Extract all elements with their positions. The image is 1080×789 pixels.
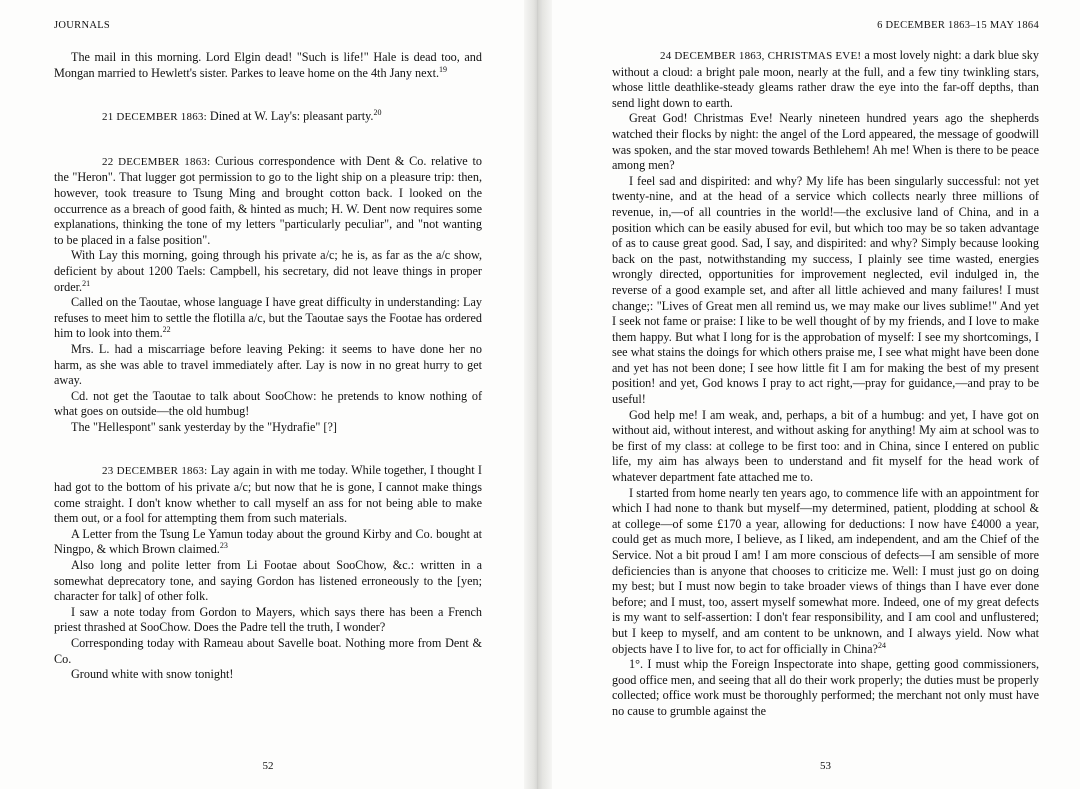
paragraph: A Letter from the Tsung Le Yamun today about the ground Kirby and Co. bought at Ningpo, & which Brown claimed.$^{23}$: [54, 526, 482, 557]
paragraph: I started from home nearly ten years ago, to commence life with an appointment for which I had none to thank but myself—my determined, patient, plodding at school & at college—of some £170 a year, allowing for deductions: I now have £4000 a year, could get as much more, I believe, as I liked, am independent, and am the Chief of the Service. Not a bit proud I am! I am more conscious of defects—I am sensible of more deficiencies than is anyone that chooses to criticize me. Well: I must just go on doing my best; but I must now begin to take broader views of things than I have ever done before; and I must, too, assert myself somewhat more. Indeed, one of my great defects is my want to self-assertion: I don't fear responsibility, and I am cool and unflustered; but I keep to myself, and am content to be unknown, and I always yield. Now what objects have I to live for, to act for officially in China?$^{24}$: [612, 485, 1039, 656]
journal-entry: 23 DECEMBER 1863: Lay again in with me today. While together, I thought I had got to the bottom of his private a/c; but now that he is gone, I cannot make things come straight. I don't know whether to call myself an ass for not being able to make them out, or a fool for attempting them from such materials.: [54, 463, 482, 526]
paragraph: Corresponding today with Rameau about Savelle boat. Nothing more from Dent & Co.: [54, 636, 482, 666]
paragraph: I feel sad and dispirited: and why? My life has been singularly successful: not yet twenty-nine, and at the head of a service which collects nearly three millions of revenue, in,—of all countries in the world!—the exclusive land of China, and in a position which can be easily abused for evil, but which too may be so taken advantage of as to cause great good. Sad, I say, and dispirited: and why? Simply because looking back on the past, notwithstanding my success, I plainly see time wasted, energies wrongly directed, opportunities for improvement neglected, evil indulged in, the reverse of a good example set, and after all little achieved and many failures! I must change;: "Lives of Great men all remind us, we may make our lives sublime!" And yet I seek not fame or praise: I like to be well thought of by my friends, and I love to make them happy. But what I long for is the approbation of myself: I see my shortcomings, I see what stains the doings for which others praise me, I see what might have been done and yet has not been done; I see how little fit I am for making the best of my present position! and yet, God knows I pray to act right,—pray for guidance,—and pray to be useful!: [612, 173, 1039, 407]
right-page: [612, 0, 1039, 789]
paragraph: 1°. I must whip the Foreign Inspectorate into shape, getting good commissioners, good office men, and seeing that all do their work properly; the duties must be properly collected; office work must be thoroughly performed; the merchant not only must have no cause to grumble against the: [612, 657, 1039, 718]
left-page-body: [54, 50, 482, 683]
book-gutter: [524, 0, 552, 789]
paragraph: With Lay this morning, going through his private a/c; he is, as far as the a/c show, deficient by about 1200 Taels: Campbell, his secretary, did not leave things in proper order.$^{21}$: [54, 248, 482, 294]
paragraph: Great God! Christmas Eve! Nearly nineteen hundred years ago the shepherds watched their flocks by night: the angel of the Lord appeared, the message of goodwill was spoken, and the star moved towards Bethlehem! Ah me! When is there to be peace among men?: [612, 111, 1039, 173]
paragraph: Mrs. L. had a miscarriage before leaving Peking: it seems to have done her no harm, as she was able to travel immediately after. Lay is now in no great hurry to get away.: [54, 341, 482, 388]
left-running-head: JOURNALS: [54, 20, 111, 31]
entry-date: 21 DECEMBER 1863:: [102, 111, 207, 124]
paragraph: God help me! I am weak, and, perhaps, a bit of a humbug: and yet, I have got on without aid, without interest, and without asking for anything! My aim at school was to be first of my class: at college to be first too: and in China, since I entered on public life, my aim has always been to understand and fit myself for the head work of whatever department fate attached me to.: [612, 407, 1039, 485]
paragraph: The "Hellespont" sank yesterday by the "Hydrafie" [?]: [71, 419, 337, 434]
right-running-head: 6 DECEMBER 1863–15 MAY 1864: [877, 20, 1039, 31]
paragraph: Also long and polite letter from Li Footae about SooChow, &c.: written in a somewhat deprecatory tone, and saying Gordon has listened erroneously to the [yen; character for talk] of other folk.: [54, 558, 482, 604]
paragraph: I saw a note today from Gordon to Mayers, which says there has been a French priest thrashed at SooChow. Does the Padre tell the truth, I wonder?: [54, 604, 482, 635]
journal-entry: 24 DECEMBER 1863, CHRISTMAS EVE! a most lovely night: a dark blue sky without a cloud: a bright pale moon, nearly at the full, and a few tiny twinkling stars, whose little deathlike-steady gleams rather draw the eye into the far-off depths, than send light down to earth.: [612, 48, 1039, 110]
journal-entry: 21 DECEMBER 1863: Dined at W. Lay's: pleasant party.$^{20}$: [102, 108, 382, 124]
paragraph: Ground white with snow tonight!: [71, 667, 234, 682]
right-page-body: [612, 48, 1039, 720]
journal-entry: 22 DECEMBER 1863: Curious correspondence with Dent & Co. relative to the "Heron". That lugger got permission to go to the light ship on a pleasure trip: then, however, took treasure to Tsung Ming and brought cotton back. I looked on the occurrence as a breach of good faith, & hinted as much; H. W. Dent now requires some explanations, thinking the tone of my letters "particularly peculiar", and "not wanting to be placed in a false position".: [54, 153, 482, 247]
left-page-number: 52: [262, 760, 274, 772]
right-page-number: 53: [820, 760, 831, 772]
paragraph: Called on the Taoutae, whose language I have great difficulty in understanding: Lay refuses to meet him to settle the flotilla a/c, but the Taoutae says the Footae has ordered him to look into them.$^{22}$: [54, 295, 482, 341]
paragraph: Cd. not get the Taoutae to talk about SooChow: he pretends to know nothing of what goes on outside—the old humbug!: [54, 388, 482, 419]
entry-date: 24 DECEMBER 1863, CHRISTMAS EVE!: [660, 50, 862, 62]
entry-date: 22 DECEMBER 1863:: [102, 155, 211, 168]
paragraph: The mail in this morning. Lord Elgin dead! "Such is life!" Hale is dead too, and Mongan married to Hewlett's sister. Parkes to leave home on the 4th Jany next.$^{19}$: [54, 50, 482, 80]
gutter-fold: [537, 0, 538, 789]
left-page: [54, 0, 482, 789]
entry-date: 23 DECEMBER 1863:: [102, 465, 208, 478]
